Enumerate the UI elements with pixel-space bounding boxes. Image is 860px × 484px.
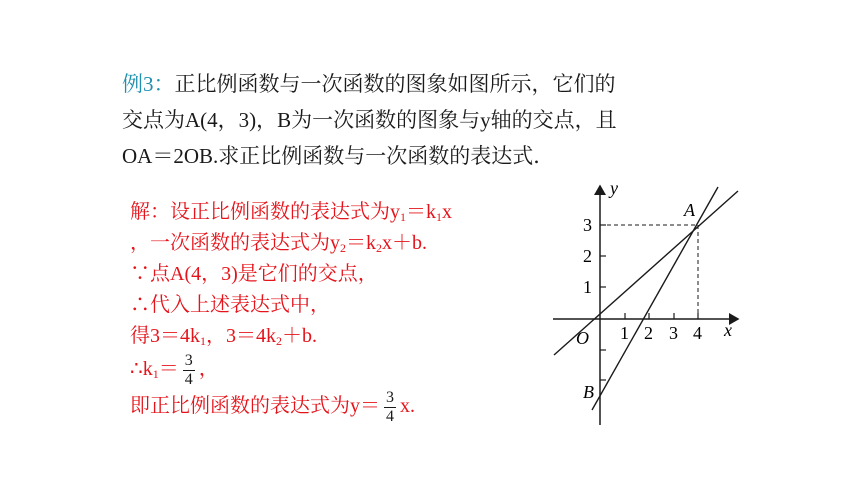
subscript: 2 (376, 241, 382, 255)
solution-line-2 (130, 228, 550, 259)
fraction-denominator: 4 (184, 371, 193, 388)
solution-text: ＝ (158, 358, 179, 381)
fraction (183, 352, 195, 389)
y-tick-label: 2 (583, 246, 592, 266)
solution-text: ＝k (346, 232, 376, 254)
linear-function-line (592, 187, 718, 410)
solution-line-4: ∴代入上述表达式中， (130, 294, 330, 316)
solution-text: ，3＝4k (206, 325, 276, 347)
fraction (384, 389, 396, 426)
point-a-label: A (684, 200, 695, 220)
fraction-denominator: 4 (386, 408, 394, 425)
problem-line-3: OA＝2OB.求正比例函数与一次函数的表达式． (122, 144, 555, 168)
subscript: 2 (276, 334, 282, 348)
subscript: 1 (436, 210, 442, 224)
x-ticks (625, 313, 698, 319)
fraction-numerator: 3 (184, 352, 193, 369)
subscript: 1 (400, 210, 406, 224)
subscript: 1 (152, 367, 159, 382)
problem-text-1: 正比例函数与一次函数的图象如图所示，它们的 (174, 72, 616, 96)
solution-text: 得3＝4k (130, 325, 200, 347)
solution-line-7 (130, 389, 550, 426)
solution-text: x (442, 201, 452, 223)
solution-text: x＋b. (382, 232, 427, 254)
solution-text: 即正比例函数的表达式为y＝ (130, 395, 380, 418)
subscript: 1 (200, 334, 206, 348)
x-tick-label: 3 (669, 323, 678, 343)
fraction-numerator: 3 (386, 389, 394, 406)
y-tick-label: 3 (583, 215, 592, 235)
solution-line-6 (130, 352, 550, 389)
y-axis-label: y (610, 180, 618, 198)
solution-text: ＋b. (282, 325, 317, 347)
problem-statement (122, 66, 762, 174)
origin-label: O (576, 328, 589, 348)
solution-line-5 (130, 321, 550, 352)
solution-text: x. (400, 395, 415, 418)
function-graph (548, 180, 748, 428)
x-tick-label: 1 (620, 323, 629, 343)
x-axis-label: x (724, 320, 732, 340)
solution-text: ＝k (406, 201, 436, 223)
problem-line-1 (122, 66, 762, 102)
solution-text: 解：设正比例函数的表达式为y (130, 201, 400, 223)
example-label: 例3： (122, 72, 175, 96)
y-ticks (600, 225, 606, 380)
solution-block (130, 197, 550, 426)
x-tick-label: 2 (644, 323, 653, 343)
point-b-label: B (583, 382, 594, 402)
x-tick-label: 4 (693, 323, 702, 343)
solution-text: ， (198, 358, 219, 381)
problem-line-2: 交点为A(4，3)，B为一次函数的图象与y轴的交点，且 (122, 108, 617, 132)
solution-text: ∴k (130, 358, 153, 381)
solution-line-1 (130, 197, 550, 228)
subscript: 2 (340, 241, 346, 255)
solution-text: ，一次函数的表达式为y (130, 232, 340, 254)
solution-line-3: ∵点A(4，3)是它们的交点， (130, 263, 378, 285)
y-tick-label: 1 (583, 277, 592, 297)
